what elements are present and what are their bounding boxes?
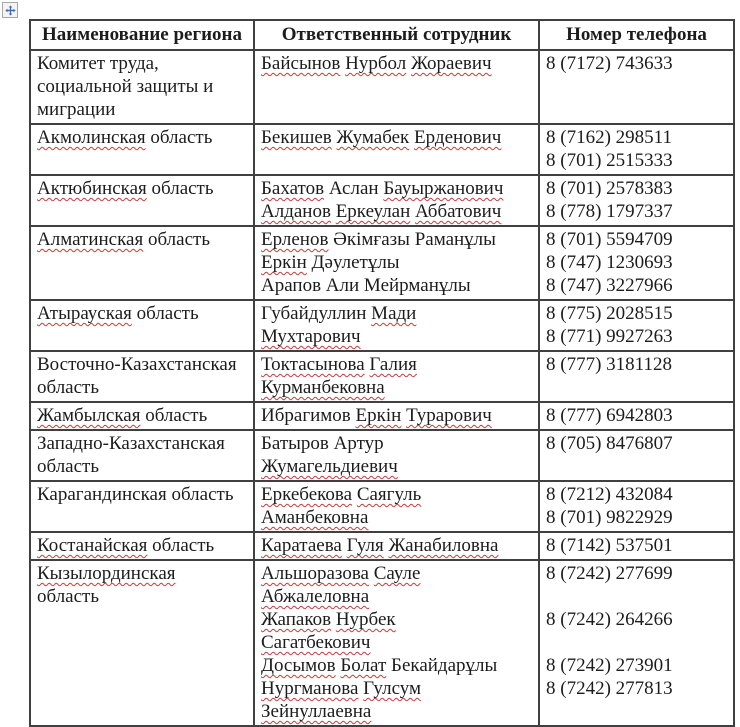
misspelled-word: Сагатбекович bbox=[261, 632, 371, 653]
misspelled-word: Нургманова bbox=[261, 678, 359, 699]
region-cell[interactable] bbox=[30, 300, 254, 351]
phone-line: 8 (701) 9822929 bbox=[546, 507, 673, 528]
cell-line bbox=[37, 585, 247, 608]
misspelled-word: Мади bbox=[371, 303, 417, 324]
misspelled-word: Альшоразова bbox=[261, 563, 369, 584]
cell-line bbox=[37, 98, 247, 121]
word: Ибрагимов bbox=[261, 405, 351, 426]
region-cell[interactable] bbox=[30, 560, 254, 726]
cell-line bbox=[37, 404, 247, 427]
phone-line: 8 (701) 5594709 bbox=[546, 229, 673, 250]
phone-cell[interactable] bbox=[539, 402, 734, 430]
word: Дәулетұлы bbox=[311, 252, 400, 273]
table-row bbox=[30, 300, 734, 351]
misspelled-word: Мухтарович bbox=[261, 326, 361, 347]
cell-line bbox=[261, 700, 532, 723]
region-cell[interactable] bbox=[30, 430, 254, 481]
word: область bbox=[171, 484, 234, 505]
misspelled-word: Бауыржанович bbox=[383, 178, 504, 199]
cell-line bbox=[261, 228, 532, 251]
cell-line bbox=[261, 432, 532, 455]
phone-cell[interactable] bbox=[539, 175, 734, 226]
cell-line bbox=[37, 562, 247, 585]
misspelled-word: Галия bbox=[369, 354, 417, 375]
phone-cell[interactable] bbox=[539, 226, 734, 300]
misspelled-word: Зейнуллаевна bbox=[261, 701, 372, 722]
phone-line: 8 (7242) 277699 bbox=[546, 563, 673, 584]
phone-line: 8 (7142) 537501 bbox=[546, 535, 673, 556]
table-move-handle[interactable] bbox=[2, 2, 18, 18]
phone-line: 8 (705) 8476807 bbox=[546, 433, 673, 454]
misspelled-word: Гулсум bbox=[363, 678, 422, 699]
cell-line bbox=[261, 585, 532, 608]
cell-line bbox=[261, 677, 532, 700]
cell-line bbox=[261, 455, 532, 478]
phone-line: 8 (777) 6942803 bbox=[546, 405, 673, 426]
cell-line bbox=[261, 353, 532, 376]
cell-line bbox=[37, 432, 247, 455]
move-icon bbox=[5, 5, 16, 16]
employee-cell[interactable] bbox=[254, 351, 539, 402]
cell-line bbox=[37, 177, 247, 200]
word: область bbox=[147, 229, 210, 250]
phone-line: 8 (747) 3227966 bbox=[546, 275, 673, 296]
cell-line bbox=[261, 483, 532, 506]
phone-line: 8 (7162) 298511 bbox=[546, 127, 672, 148]
table-row bbox=[30, 430, 734, 481]
cell-line bbox=[37, 534, 247, 557]
misspelled-word: Ерденович bbox=[414, 127, 502, 148]
phone-cell[interactable] bbox=[539, 532, 734, 560]
misspelled-word: Болат bbox=[340, 655, 387, 676]
misspelled-word: Акмолинская bbox=[37, 127, 146, 148]
phone-line: 8 (775) 2028515 bbox=[546, 303, 673, 324]
employee-cell[interactable] bbox=[254, 402, 539, 430]
phone-line: 8 (701) 2578383 bbox=[546, 178, 673, 199]
word: труда, bbox=[109, 53, 159, 74]
misspelled-word: Досымов bbox=[261, 655, 336, 676]
misspelled-word: Нурбол bbox=[345, 53, 407, 74]
misspelled-word: Аббатович bbox=[415, 201, 502, 222]
cell-line bbox=[261, 251, 532, 274]
misspelled-word: Жапаков bbox=[261, 609, 332, 630]
misspelled-word: Алданов bbox=[261, 201, 331, 222]
misspelled-word: Еркеулан bbox=[335, 201, 411, 222]
word: Мейрманұлы bbox=[363, 275, 471, 296]
misspelled-word: Сауле bbox=[373, 563, 421, 584]
phone-line: 8 (7212) 432084 bbox=[546, 484, 673, 505]
word: миграции bbox=[37, 99, 116, 120]
employee-cell[interactable] bbox=[254, 532, 539, 560]
misspelled-word: Костанайская bbox=[37, 535, 148, 556]
misspelled-word: Жумагельдиевич bbox=[261, 456, 398, 477]
word: Раманұлы bbox=[414, 229, 496, 250]
cell-line bbox=[37, 353, 247, 376]
table-row bbox=[30, 124, 734, 175]
cell-line bbox=[261, 177, 532, 200]
phone-cell[interactable] bbox=[539, 481, 734, 532]
word: область bbox=[136, 303, 199, 324]
word: Комитет bbox=[37, 53, 106, 74]
cell-line bbox=[37, 228, 247, 251]
misspelled-word: Алматинская bbox=[37, 229, 144, 250]
region-cell[interactable] bbox=[30, 532, 254, 560]
word: область bbox=[145, 405, 208, 426]
table-row bbox=[30, 532, 734, 560]
misspelled-word: Бекишев bbox=[261, 127, 332, 148]
column-header-employee: Ответственный сотрудник bbox=[254, 20, 539, 50]
cell-line bbox=[261, 506, 532, 529]
cell-line bbox=[37, 126, 247, 149]
word: социальной bbox=[37, 76, 132, 97]
phone-line: 8 (778) 1797337 bbox=[546, 201, 673, 222]
misspelled-word: Жораевич bbox=[410, 53, 492, 74]
cell-line bbox=[261, 200, 532, 223]
cell-line bbox=[261, 608, 532, 631]
employee-cell[interactable] bbox=[254, 560, 539, 726]
phone-cell[interactable] bbox=[539, 50, 734, 124]
employee-cell[interactable] bbox=[254, 481, 539, 532]
cell-line bbox=[37, 52, 247, 75]
column-header-region: Наименование региона bbox=[30, 20, 254, 50]
phone-cell[interactable] bbox=[539, 351, 734, 402]
phone-line bbox=[546, 585, 727, 608]
word: область bbox=[37, 377, 100, 398]
region-cell[interactable] bbox=[30, 124, 254, 175]
word: Әкімғазы bbox=[333, 229, 410, 250]
misspelled-word: Еркін bbox=[261, 252, 307, 273]
misspelled-word: Токтасынова bbox=[261, 354, 365, 375]
cell-line bbox=[261, 404, 532, 427]
cell-line bbox=[261, 274, 532, 297]
cell-line bbox=[261, 302, 532, 325]
region-cell[interactable] bbox=[30, 175, 254, 226]
region-cell[interactable] bbox=[30, 402, 254, 430]
misspelled-word: Кызылординская bbox=[37, 563, 176, 584]
cell-line bbox=[261, 631, 532, 654]
phone-line: 8 (7242) 264266 bbox=[546, 609, 673, 630]
phone-line: 8 (777) 3181128 bbox=[546, 354, 672, 375]
word: Карагандинская bbox=[37, 484, 167, 505]
misspelled-word: Турарович bbox=[406, 405, 492, 426]
word: Восточно-Казахстанская bbox=[37, 354, 237, 375]
table-row bbox=[30, 560, 734, 726]
word: и bbox=[203, 76, 214, 97]
phone-line: 8 (747) 1230693 bbox=[546, 252, 673, 273]
misspelled-word: Ерленов bbox=[261, 229, 329, 250]
word: область bbox=[152, 535, 215, 556]
phone-cell[interactable] bbox=[539, 430, 734, 481]
table-row bbox=[30, 402, 734, 430]
word: Али bbox=[325, 275, 360, 296]
table-row bbox=[30, 50, 734, 124]
word: Батыров bbox=[261, 433, 329, 454]
phone-line: 8 (701) 2515333 bbox=[546, 150, 673, 171]
misspelled-word: Гуля bbox=[346, 535, 384, 556]
region-cell[interactable] bbox=[30, 481, 254, 532]
phone-cell[interactable] bbox=[539, 124, 734, 175]
table-row bbox=[30, 226, 734, 300]
misspelled-word: Бахатов bbox=[261, 178, 325, 199]
employee-cell[interactable] bbox=[254, 50, 539, 124]
employee-cell[interactable] bbox=[254, 430, 539, 481]
phone-line bbox=[546, 631, 727, 654]
misspelled-word: Аманбековна bbox=[261, 507, 369, 528]
misspelled-word: Нурбек bbox=[335, 609, 396, 630]
cell-line bbox=[37, 376, 247, 399]
header-row bbox=[30, 20, 734, 50]
misspelled-word: Саягуль bbox=[356, 484, 422, 505]
table-row bbox=[30, 481, 734, 532]
cell-line bbox=[37, 302, 247, 325]
employee-cell[interactable] bbox=[254, 175, 539, 226]
cell-line bbox=[261, 325, 532, 348]
table-body bbox=[30, 50, 734, 726]
word: область bbox=[150, 127, 213, 148]
misspelled-word: Курманбековна bbox=[261, 377, 385, 398]
table-row bbox=[30, 351, 734, 402]
cell-line bbox=[261, 52, 532, 75]
cell-line bbox=[261, 562, 532, 585]
cell-line bbox=[37, 483, 247, 506]
phone-line: 8 (7172) 743633 bbox=[546, 53, 673, 74]
region-cell[interactable] bbox=[30, 351, 254, 402]
misspelled-word: Абжалеловна bbox=[261, 586, 370, 607]
word: Аслан bbox=[328, 178, 379, 199]
misspelled-word: Байсынов bbox=[261, 53, 341, 74]
word: Артур bbox=[333, 433, 384, 454]
phone-line: 8 (771) 9927263 bbox=[546, 326, 673, 347]
misspelled-word: Еркебекова bbox=[261, 484, 353, 505]
misspelled-word: Еркін bbox=[355, 405, 402, 426]
phone-cell[interactable] bbox=[539, 560, 734, 726]
phone-line: 8 (7242) 273901 bbox=[546, 655, 673, 676]
cell-line bbox=[37, 455, 247, 478]
misspelled-word: Каратаева bbox=[261, 535, 342, 556]
word: Западно-Казахстанская bbox=[37, 433, 225, 454]
word: Губайдуллин bbox=[261, 303, 367, 324]
phone-cell[interactable] bbox=[539, 300, 734, 351]
cell-line bbox=[37, 75, 247, 98]
cell-line bbox=[261, 534, 532, 557]
misspelled-word: Актюбинская bbox=[37, 178, 147, 199]
table-row bbox=[30, 175, 734, 226]
employee-cell[interactable] bbox=[254, 300, 539, 351]
cell-line bbox=[261, 654, 532, 677]
phone-line: 8 (7242) 277813 bbox=[546, 678, 673, 699]
misspelled-word: Жанабиловна bbox=[388, 535, 499, 556]
cell-line bbox=[261, 376, 532, 399]
word: область bbox=[37, 456, 100, 477]
cell-line bbox=[261, 126, 532, 149]
column-header-phone: Номер телефона bbox=[539, 20, 734, 50]
employee-cell[interactable] bbox=[254, 124, 539, 175]
word: Арапов bbox=[261, 275, 322, 296]
word: область bbox=[151, 178, 214, 199]
misspelled-word: Атырауская bbox=[37, 303, 132, 324]
word: область bbox=[37, 586, 100, 607]
region-cell[interactable] bbox=[30, 226, 254, 300]
employee-cell[interactable] bbox=[254, 226, 539, 300]
region-cell[interactable] bbox=[30, 50, 254, 124]
misspelled-word: Жумабек bbox=[336, 127, 410, 148]
misspelled-word: Жамбылская bbox=[37, 405, 141, 426]
contacts-table bbox=[29, 19, 735, 727]
word: Бекайдарұлы bbox=[391, 655, 498, 676]
word: защиты bbox=[136, 76, 199, 97]
